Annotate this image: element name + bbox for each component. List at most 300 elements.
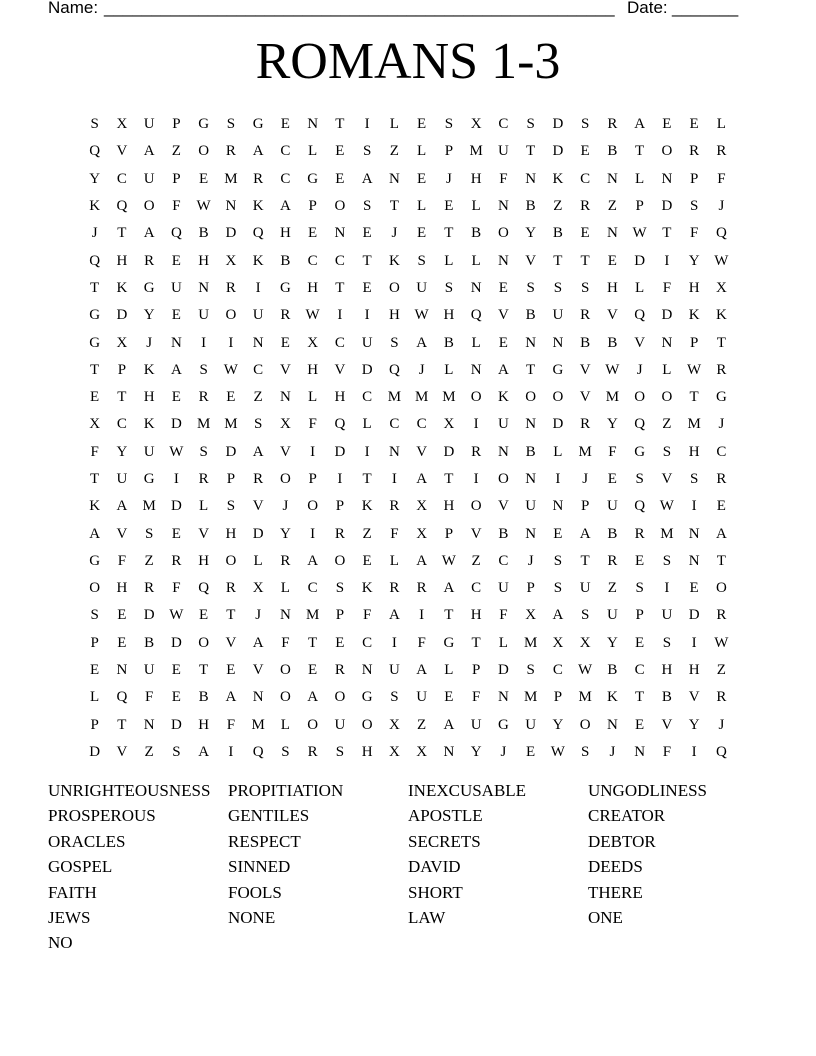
grid-letter: E xyxy=(417,225,427,242)
grid-letter: U xyxy=(198,307,210,324)
grid-letter: T xyxy=(635,143,645,160)
grid-letter: Z xyxy=(389,143,399,160)
grid-letter: J xyxy=(391,225,398,242)
grid-letter: J xyxy=(718,716,725,733)
grid-letter: K xyxy=(361,580,373,597)
grid-letter: U xyxy=(552,307,564,324)
grid-letter: G xyxy=(307,170,319,187)
grid-letter: A xyxy=(416,471,428,487)
grid-letter: A xyxy=(307,689,319,706)
grid-letter: X xyxy=(579,634,591,651)
grid-letter: C xyxy=(716,443,727,460)
grid-letter: P xyxy=(117,361,127,378)
grid-letter: M xyxy=(387,389,402,406)
grid-letter: W xyxy=(659,498,674,515)
grid-letter: B xyxy=(498,525,509,542)
grid-letter: Q xyxy=(252,225,264,242)
grid-letter: I xyxy=(337,471,343,487)
word-bank-item: NO xyxy=(48,933,73,953)
grid-letter: I xyxy=(664,252,670,269)
grid-letter: B xyxy=(280,252,291,269)
grid-letter: X xyxy=(470,116,482,133)
grid-letter: B xyxy=(198,225,209,242)
grid-letter: I xyxy=(691,634,697,651)
grid-letter: A xyxy=(552,607,564,624)
grid-letter: M xyxy=(523,634,538,651)
grid-letter: T xyxy=(90,361,100,378)
grid-letter: O xyxy=(334,552,346,569)
grid-letter: Y xyxy=(552,716,564,733)
grid-letter: E xyxy=(444,198,454,215)
grid-letter: L xyxy=(308,143,318,160)
grid-letter: Q xyxy=(634,498,646,515)
grid-letter: N xyxy=(225,198,237,215)
grid-letter: F xyxy=(308,416,317,433)
grid-letter: C xyxy=(498,552,509,569)
grid-letter: C xyxy=(580,170,591,187)
grid-letter: S xyxy=(390,689,399,706)
grid-letter: N xyxy=(661,170,673,187)
grid-letter: N xyxy=(634,743,646,760)
grid-letter: I xyxy=(228,743,234,760)
grid-letter: C xyxy=(362,634,373,651)
grid-letter: W xyxy=(550,743,565,760)
grid-letter: W xyxy=(441,552,456,569)
grid-letter: I xyxy=(555,471,561,487)
grid-letter: X xyxy=(416,743,428,760)
grid-letter: H xyxy=(470,607,482,624)
grid-letter: E xyxy=(635,634,645,651)
grid-letter: E xyxy=(226,389,236,406)
grid-letter: M xyxy=(442,389,456,406)
grid-letter: N xyxy=(525,525,537,542)
grid-letter: U xyxy=(170,279,182,296)
grid-letter: W xyxy=(578,662,593,679)
grid-letter: C xyxy=(334,252,345,269)
grid-row xyxy=(81,193,735,220)
grid-letter: Q xyxy=(715,743,727,760)
grid-letter: I xyxy=(691,498,697,515)
grid-letter: I xyxy=(691,743,697,760)
grid-letter: D xyxy=(552,416,564,433)
grid-letter: C xyxy=(280,170,291,187)
grid-letter: V xyxy=(661,716,673,733)
grid-letter: E xyxy=(171,307,181,324)
grid-letter: E xyxy=(171,252,181,269)
grid-letter: V xyxy=(579,389,591,406)
grid-letter: J xyxy=(282,498,289,515)
grid-letter: T xyxy=(580,552,590,569)
grid-letter: X xyxy=(552,634,564,651)
grid-letter: B xyxy=(525,198,536,215)
grid-letter: K xyxy=(361,498,373,515)
grid-letter: E xyxy=(171,525,181,542)
grid-letter: H xyxy=(688,279,700,296)
grid-letter: O xyxy=(279,662,291,679)
grid-letter: E xyxy=(308,662,318,679)
grid-letter: S xyxy=(635,471,644,487)
grid-letter: T xyxy=(90,279,100,296)
word-bank-item: UNGODLINESS xyxy=(588,781,707,800)
grid-letter: P xyxy=(444,525,454,542)
grid-letter: V xyxy=(497,307,509,324)
grid-row xyxy=(81,575,735,602)
grid-letter: E xyxy=(280,116,290,133)
grid-letter: R xyxy=(580,307,591,324)
grid-letter: Y xyxy=(606,634,618,651)
grid-letter: B xyxy=(144,634,155,651)
grid-letter: U xyxy=(525,498,537,515)
grid-letter: M xyxy=(142,498,156,515)
grid-letter: Z xyxy=(716,662,726,679)
grid-letter: U xyxy=(361,334,373,351)
grid-letter: C xyxy=(362,389,373,406)
grid-row xyxy=(81,302,735,329)
grid-letter: E xyxy=(580,143,590,160)
grid-letter: U xyxy=(116,471,128,487)
grid-letter: T xyxy=(526,361,536,378)
grid-letter: K xyxy=(89,198,101,215)
grid-letter: J xyxy=(636,361,643,378)
grid-letter: S xyxy=(172,743,181,760)
grid-letter: R xyxy=(253,471,264,487)
word-bank-item: INEXCUSABLE xyxy=(408,781,527,800)
grid-row xyxy=(81,275,735,302)
grid-letter: T xyxy=(389,198,399,215)
grid-letter: T xyxy=(471,634,481,651)
grid-letter: K xyxy=(143,416,155,433)
grid-letter: G xyxy=(143,279,155,296)
grid-letter: N xyxy=(361,662,373,679)
grid-letter: I xyxy=(364,116,370,133)
grid-letter: P xyxy=(635,198,644,215)
grid-letter: V xyxy=(416,443,428,460)
grid-letter: W xyxy=(605,361,620,378)
grid-letter: V xyxy=(606,307,618,324)
grid-letter: D xyxy=(552,143,564,160)
grid-letter: D xyxy=(116,307,128,324)
grid-letter: W xyxy=(632,225,647,242)
grid-letter: L xyxy=(553,443,563,460)
grid-letter: Y xyxy=(688,716,700,733)
grid-letter: W xyxy=(414,307,429,324)
grid-letter: L xyxy=(635,279,645,296)
grid-letter: M xyxy=(414,389,429,406)
grid-letter: S xyxy=(553,279,563,296)
word-bank-item: SINNED xyxy=(228,857,291,877)
grid-letter: E xyxy=(444,689,454,706)
word-bank-item: FAITH xyxy=(48,882,97,902)
grid-letter: M xyxy=(224,170,238,187)
grid-letter: N xyxy=(497,443,509,460)
grid-letter: T xyxy=(444,607,454,624)
grid-letter: T xyxy=(662,225,672,242)
grid-letter: W xyxy=(169,607,184,624)
grid-row xyxy=(81,111,735,138)
grid-letter: N xyxy=(552,334,564,351)
grid-letter: H xyxy=(470,170,482,187)
grid-letter: E xyxy=(90,389,100,406)
word-bank-item: LAW xyxy=(408,907,446,927)
grid-letter: N xyxy=(497,252,509,269)
grid-letter: B xyxy=(661,689,672,706)
grid-letter: V xyxy=(279,443,291,460)
grid-letter: H xyxy=(116,580,128,597)
grid-row xyxy=(81,439,735,466)
grid-letter: Q xyxy=(634,307,646,324)
grid-letter: O xyxy=(470,498,482,515)
grid-letter: T xyxy=(635,689,645,706)
grid-letter: P xyxy=(444,143,454,160)
grid-letter: H xyxy=(225,525,237,542)
grid-letter: F xyxy=(281,634,290,651)
grid-letter: P xyxy=(172,116,181,133)
grid-letter: K xyxy=(252,198,264,215)
grid-letter: M xyxy=(469,143,483,160)
grid-letter: S xyxy=(335,580,345,597)
grid-letter: A xyxy=(89,525,101,542)
grid-letter: J xyxy=(91,225,98,242)
grid-letter: E xyxy=(526,743,536,760)
grid-letter: J xyxy=(527,552,534,569)
grid-letter: S xyxy=(526,116,535,133)
grid-letter: Z xyxy=(144,743,154,760)
grid-letter: C xyxy=(498,116,509,133)
grid-letter: S xyxy=(580,279,590,296)
grid-letter: G xyxy=(634,443,646,460)
grid-letter: D xyxy=(225,225,237,242)
grid-letter: K xyxy=(143,361,155,378)
word-bank-item: PROSPEROUS xyxy=(48,806,156,826)
grid-letter: P xyxy=(526,580,535,597)
grid-letter: V xyxy=(116,525,128,542)
grid-letter: X xyxy=(388,716,400,733)
grid-letter: S xyxy=(199,361,208,378)
grid-letter: Q xyxy=(634,416,646,433)
grid-letter: U xyxy=(334,716,346,733)
grid-letter: N xyxy=(606,716,618,733)
grid-letter: Y xyxy=(89,170,101,187)
grid-letter: U xyxy=(525,716,537,733)
grid-letter: L xyxy=(471,334,481,351)
grid-letter: T xyxy=(553,252,563,269)
grid-letter: M xyxy=(196,416,211,433)
grid-letter: G xyxy=(89,334,101,351)
grid-letter: W xyxy=(196,198,211,215)
grid-letter: A xyxy=(198,743,210,760)
grid-letter: A xyxy=(170,361,182,378)
grid-letter: P xyxy=(335,498,345,515)
grid-letter: X xyxy=(252,580,264,597)
grid-letter: O xyxy=(661,143,673,160)
grid-letter: J xyxy=(445,170,452,187)
grid-letter: Q xyxy=(252,743,264,760)
grid-letter: A xyxy=(279,198,291,215)
grid-letter: D xyxy=(252,525,264,542)
grid-letter: N xyxy=(497,689,509,706)
grid-letter: N xyxy=(279,607,291,624)
grid-letter: S xyxy=(580,116,590,133)
grid-letter: A xyxy=(116,498,128,515)
grid-letter: Y xyxy=(143,307,155,324)
grid-letter: H xyxy=(198,716,210,733)
grid-letter: S xyxy=(526,279,535,296)
grid-letter: L xyxy=(635,170,645,187)
grid-letter: N xyxy=(497,198,509,215)
grid-letter: Z xyxy=(253,389,263,406)
grid-letter: Y xyxy=(606,416,618,433)
grid-letter: A xyxy=(252,143,264,160)
grid-letter: O xyxy=(198,634,210,651)
grid-letter: V xyxy=(252,662,264,679)
grid-letter: U xyxy=(143,170,155,187)
grid-letter: O xyxy=(334,198,346,215)
grid-letter: D xyxy=(143,607,155,624)
grid-letter: Q xyxy=(89,143,101,160)
grid-letter: Z xyxy=(471,552,481,569)
grid-letter: F xyxy=(471,689,481,706)
grid-letter: L xyxy=(417,198,427,215)
grid-letter: S xyxy=(253,416,263,433)
grid-row xyxy=(81,357,735,384)
grid-letter: K xyxy=(688,307,700,324)
grid-letter: R xyxy=(471,443,482,460)
grid-letter: J xyxy=(609,743,616,760)
grid-letter: E xyxy=(498,334,508,351)
grid-row xyxy=(81,411,735,438)
word-bank-item: APOSTLE xyxy=(408,806,483,826)
word-bank-item: ONE xyxy=(588,907,623,927)
grid-letter: S xyxy=(362,198,372,215)
grid-letter: D xyxy=(170,498,182,515)
grid-letter: I xyxy=(391,471,397,487)
grid-letter: Z xyxy=(171,143,181,160)
grid-letter: E xyxy=(171,689,181,706)
grid-letter: O xyxy=(525,389,537,406)
grid-letter: W xyxy=(169,443,184,460)
grid-letter: G xyxy=(89,552,101,569)
word-bank-item: DEEDS xyxy=(588,857,643,877)
grid-letter: Q xyxy=(388,361,400,378)
grid-letter: T xyxy=(444,225,454,242)
grid-letter: H xyxy=(688,443,700,460)
grid-letter: Z xyxy=(553,198,563,215)
grid-letter: E xyxy=(635,552,645,569)
grid-letter: T xyxy=(362,252,372,269)
grid-letter: Q xyxy=(89,252,101,269)
grid-letter: W xyxy=(687,361,702,378)
grid-letter: O xyxy=(279,689,291,706)
grid-letter: G xyxy=(715,389,727,406)
grid-letter: J xyxy=(500,743,507,760)
grid-letter: V xyxy=(279,361,291,378)
grid-letter: S xyxy=(444,116,454,133)
grid-letter: L xyxy=(253,552,263,569)
grid-letter: H xyxy=(198,552,210,569)
grid-letter: K xyxy=(116,279,128,296)
grid-letter: F xyxy=(172,580,181,597)
grid-letter: B xyxy=(607,334,618,351)
grid-letter: R xyxy=(716,361,727,378)
grid-letter: R xyxy=(607,552,618,569)
grid-letter: E xyxy=(362,279,372,296)
grid-letter: M xyxy=(605,389,620,406)
grid-letter: O xyxy=(307,498,319,515)
grid-letter: N xyxy=(443,743,455,760)
grid-letter: E xyxy=(689,116,699,133)
grid-letter: O xyxy=(470,389,482,406)
grid-letter: Y xyxy=(470,743,482,760)
grid-letter: E xyxy=(607,471,617,487)
grid-letter: J xyxy=(718,198,725,215)
grid-letter: K xyxy=(606,689,618,706)
grid-letter: U xyxy=(497,580,509,597)
grid-letter: D xyxy=(170,716,182,733)
grid-letter: O xyxy=(361,716,373,733)
grid-letter: U xyxy=(416,279,428,296)
grid-letter: E xyxy=(117,634,127,651)
grid-letter: J xyxy=(255,607,262,624)
word-bank-item: GENTILES xyxy=(228,806,310,826)
grid-letter: G xyxy=(143,471,155,487)
grid-letter: E xyxy=(90,662,100,679)
grid-letter: E xyxy=(716,498,726,515)
grid-row xyxy=(81,712,735,739)
grid-letter: V xyxy=(688,689,700,706)
grid-letter: N xyxy=(116,662,128,679)
grid-letter: R xyxy=(416,580,427,597)
grid-letter: F xyxy=(662,279,672,296)
grid-letter: S xyxy=(226,116,236,133)
grid-letter: S xyxy=(390,334,399,351)
grid-letter: A xyxy=(715,525,727,542)
grid-letter: X xyxy=(89,416,101,433)
grid-letter: P xyxy=(553,689,563,706)
grid-letter: V xyxy=(116,743,128,760)
grid-letter: R xyxy=(634,525,645,542)
grid-letter: A xyxy=(416,334,428,351)
grid-row xyxy=(81,138,735,165)
grid-letter: O xyxy=(225,307,237,324)
grid-letter: E xyxy=(607,252,617,269)
grid-letter: E xyxy=(689,580,699,597)
grid-letter: A xyxy=(361,170,373,187)
grid-letter: E xyxy=(498,279,508,296)
grid-row xyxy=(81,684,735,711)
grid-letter: P xyxy=(689,170,699,187)
grid-letter: H xyxy=(443,498,455,515)
grid-letter: Y xyxy=(688,252,700,269)
grid-letter: S xyxy=(199,443,208,460)
grid-letter: P xyxy=(90,716,99,733)
grid-letter: I xyxy=(173,471,179,487)
grid-letter: O xyxy=(225,552,237,569)
grid-letter: C xyxy=(280,143,291,160)
grid-letter: E xyxy=(580,225,590,242)
grid-letter: D xyxy=(661,198,673,215)
grid-letter: N xyxy=(688,552,700,569)
grid-letter: I xyxy=(228,334,234,351)
grid-letter: A xyxy=(307,552,319,569)
grid-letter: Q xyxy=(170,225,182,242)
grid-letter: X xyxy=(279,416,291,433)
grid-letter: H xyxy=(388,307,400,324)
grid-letter: O xyxy=(661,389,673,406)
grid-letter: H xyxy=(307,361,319,378)
grid-letter: E xyxy=(335,170,345,187)
grid-letter: P xyxy=(689,334,699,351)
grid-letter: K xyxy=(89,498,101,515)
